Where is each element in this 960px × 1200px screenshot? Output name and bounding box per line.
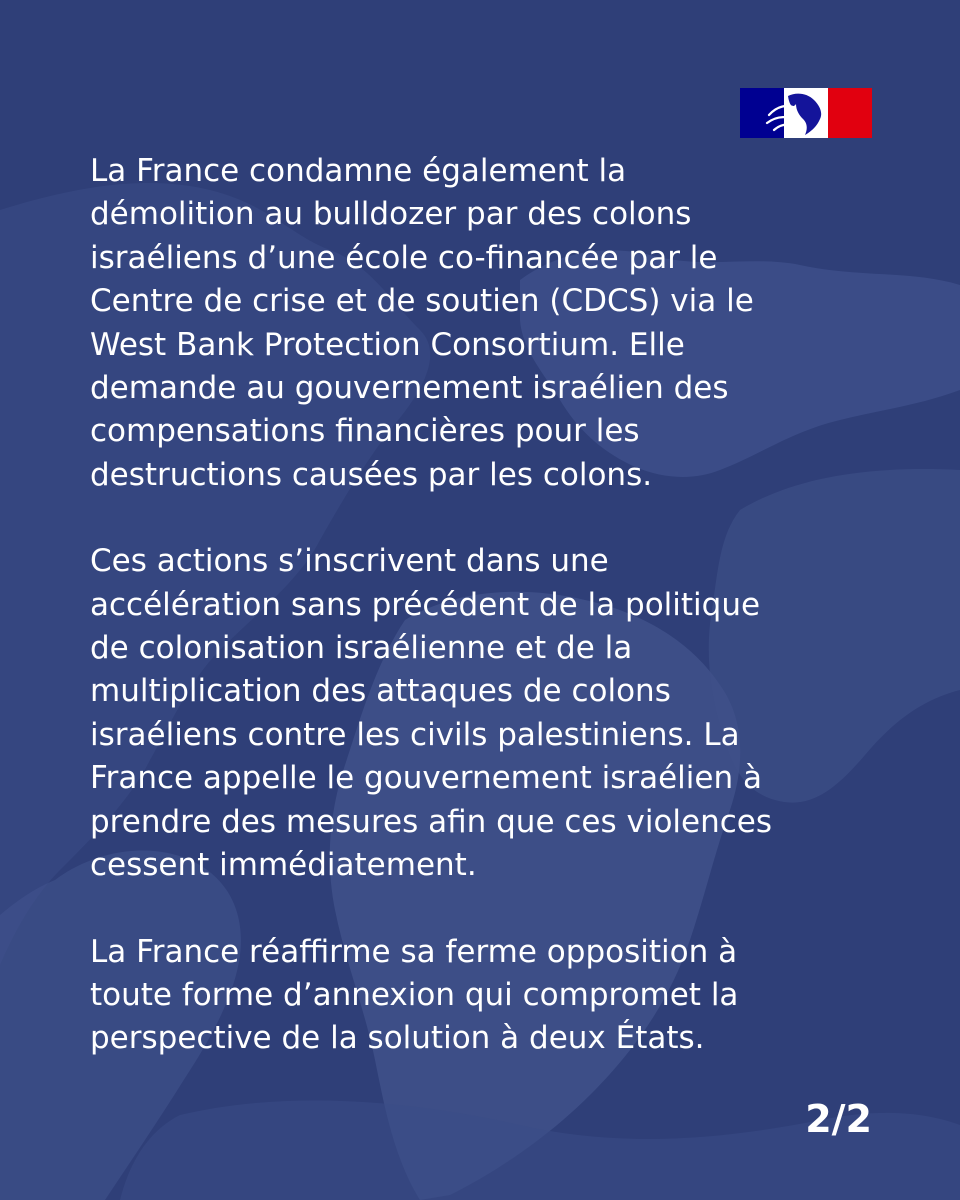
statement-paragraph	[90, 540, 880, 887]
statement-line: Centre de crise et de soutien (CDCS) via le	[90, 283, 754, 320]
statement-line: demande au gouvernement israélien des	[90, 370, 729, 407]
statement-line: France appelle le gouvernement israélien à	[90, 760, 762, 797]
statement-line: destructions causées par les colons.	[90, 456, 653, 493]
statement-line: accélération sans précédent de la politique	[90, 586, 761, 623]
statement-line: israéliens d’une école co-financée par le	[90, 239, 718, 276]
statement-line: La France condamne également la	[90, 153, 627, 189]
statement-paragraph	[90, 150, 880, 497]
statement-line: israéliens contre les civils palestiniens. La	[90, 716, 740, 753]
flag-red-band	[828, 88, 872, 138]
statement-line: La France réaffirme sa ferme opposition à	[90, 933, 738, 970]
statement-line: perspective de la solution à deux États.	[90, 1020, 705, 1057]
statement-line: multiplication des attaques de colons	[90, 673, 671, 710]
statement-line: prendre des mesures afin que ces violences	[90, 803, 773, 840]
statement-paragraph	[90, 931, 880, 1061]
statement-line: toute forme d’annexion qui compromet la	[90, 976, 739, 1013]
statement-line: Ces actions s’inscrivent dans une	[90, 543, 609, 580]
statement-line: West Bank Protection Consortium. Elle	[90, 326, 685, 363]
flag-blue-band	[740, 88, 784, 138]
statement-line: cessent immédiatement.	[90, 847, 477, 884]
republique-francaise-marianne-icon	[740, 88, 872, 138]
statement-line: démolition au bulldozer par des colons	[90, 196, 692, 233]
page-indicator: 2/2	[805, 1097, 872, 1141]
statement-line: compensations financières pour les	[90, 413, 640, 450]
statement-line: de colonisation israélienne et de la	[90, 630, 633, 667]
press-statement	[90, 150, 880, 1061]
